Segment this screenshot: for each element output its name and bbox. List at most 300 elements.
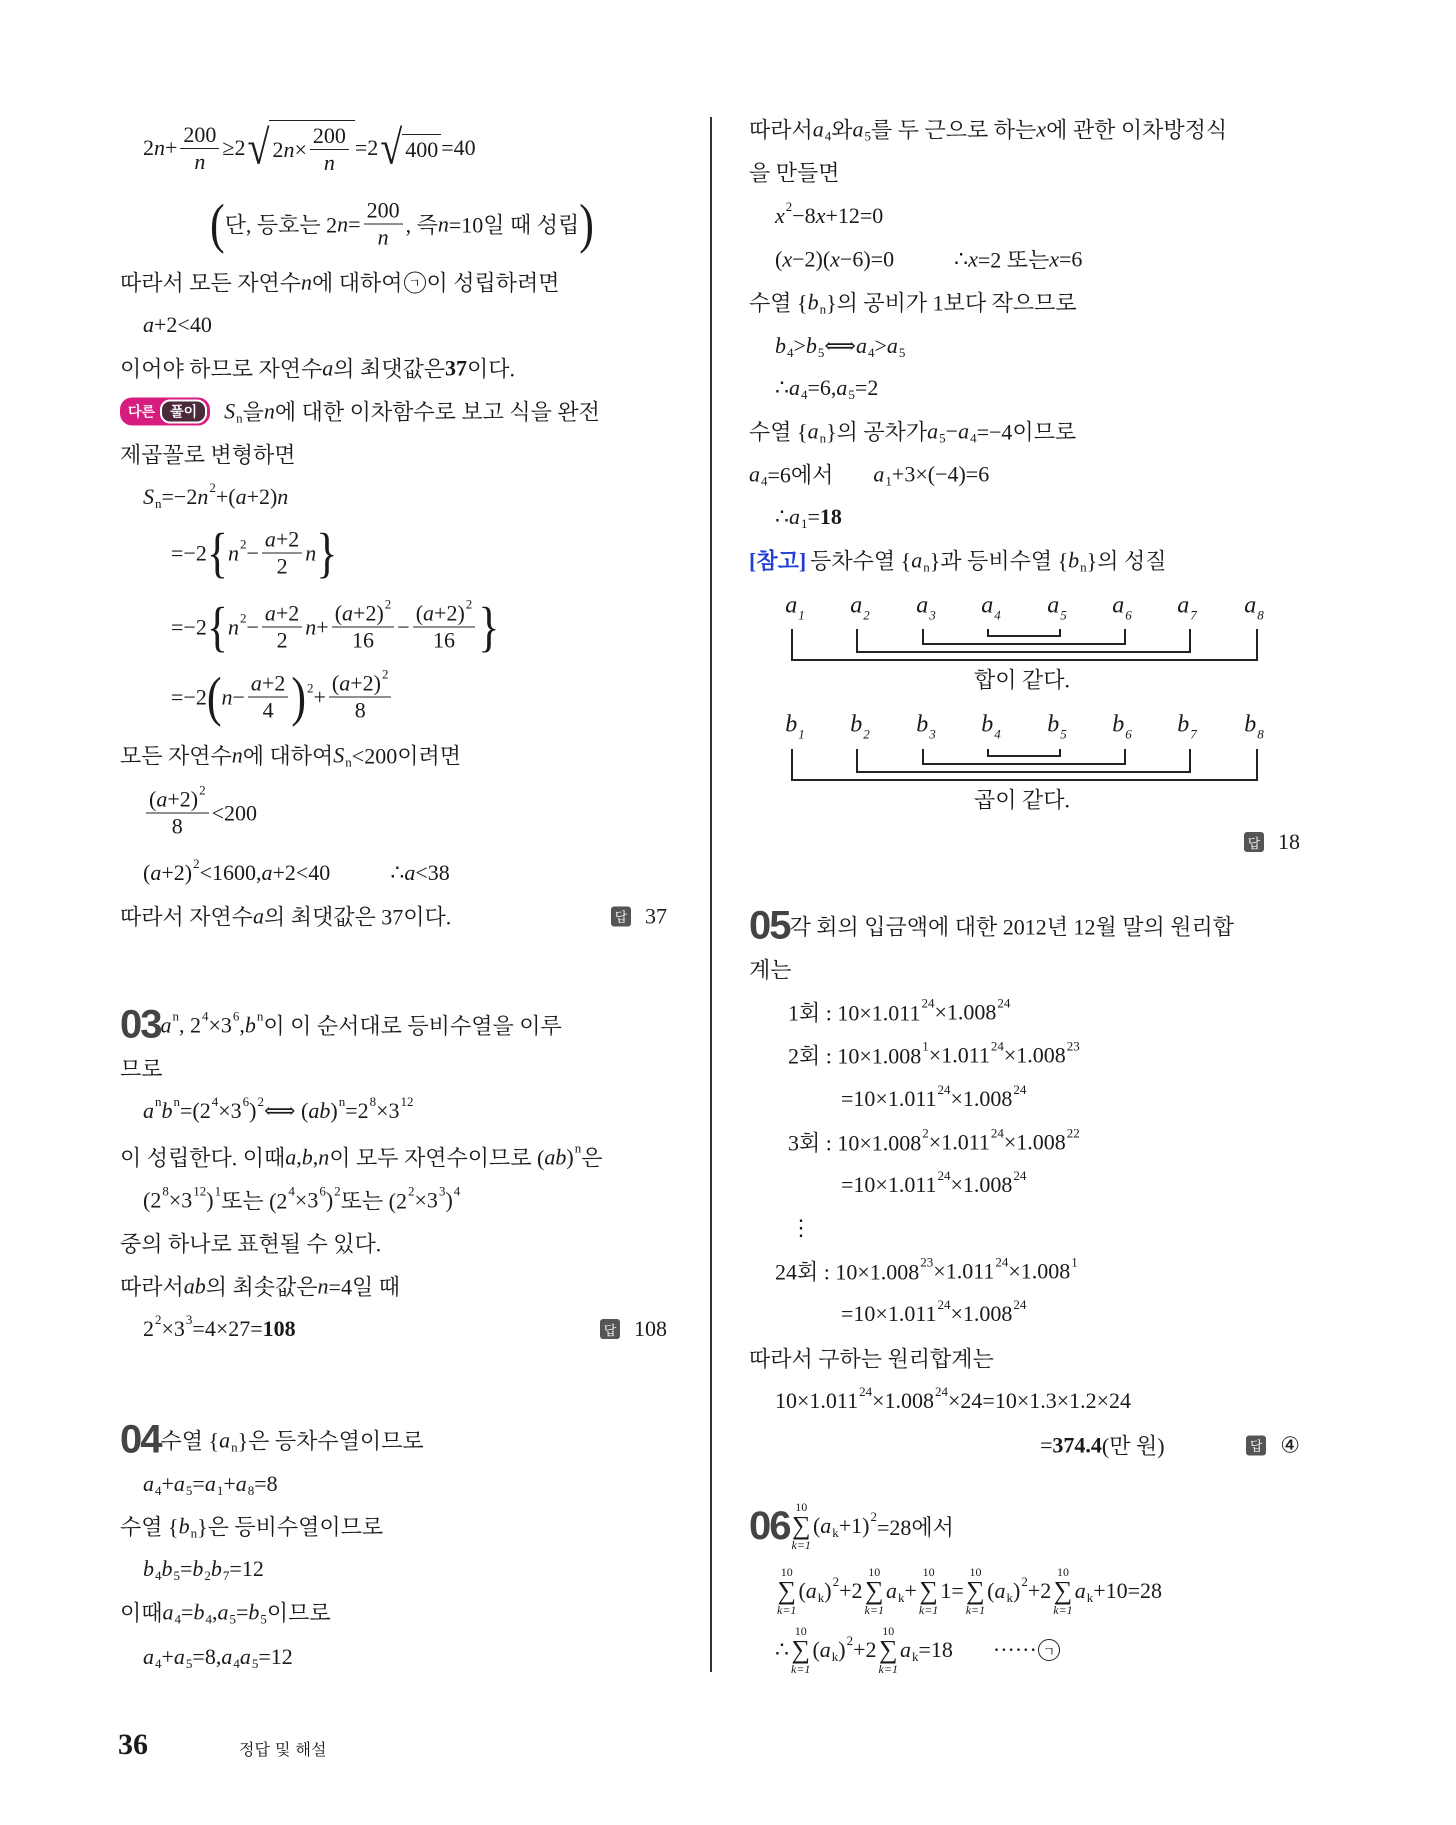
text: 등차수열 { <box>810 548 912 574</box>
text: ×1.008 <box>872 1388 935 1413</box>
text: +12=0 <box>825 203 884 228</box>
text: ×1.008 <box>950 1086 1013 1111</box>
subscript: k <box>911 1649 919 1664</box>
text: <200이려면 <box>351 743 461 769</box>
text: − <box>246 540 259 565</box>
text: 은 <box>581 1145 603 1171</box>
sigma-icon <box>919 1578 938 1604</box>
subscript: 5 <box>173 1568 180 1583</box>
sum-lower-limit: k=1 <box>1053 1603 1073 1617</box>
math-variable: a <box>886 333 898 358</box>
text: =10×1.011 <box>841 1086 937 1111</box>
summation <box>966 1566 985 1616</box>
text: 18 <box>1278 829 1300 854</box>
term-variable: a <box>785 592 798 619</box>
square-root <box>248 120 355 176</box>
math-variable: b <box>143 1556 154 1581</box>
text-line <box>749 954 1300 985</box>
text: 에 대한 이차함수로 보고 식을 완전 <box>274 399 600 425</box>
text: ∴ <box>775 1637 789 1662</box>
superscript: 4 <box>453 1183 461 1198</box>
text: − <box>397 614 410 639</box>
text: ×24=10×1.3×1.2×24 <box>948 1388 1132 1413</box>
text: × <box>294 136 307 162</box>
text: √ 2 <box>272 136 284 162</box>
superscript: 2 <box>334 1183 341 1198</box>
sum-upper-limit: 10 <box>868 1565 881 1579</box>
math-variable: b <box>161 1098 173 1123</box>
math-variable: n <box>221 684 233 709</box>
term-variable: b <box>1177 711 1190 738</box>
fraction <box>329 666 392 724</box>
text: +2) <box>161 860 193 885</box>
answer <box>611 903 667 929</box>
math-variable: a <box>253 903 265 928</box>
text-line <box>749 545 1300 576</box>
pair-bracket <box>857 629 1190 652</box>
math-variable: n <box>283 136 295 162</box>
math-variable: a <box>836 375 848 400</box>
subscript: k <box>1006 1590 1013 1605</box>
text: =12 <box>258 1644 293 1669</box>
denominator <box>191 149 208 175</box>
text: , <box>239 1012 245 1037</box>
text: ⟺ ( <box>263 1098 309 1123</box>
term-index: 2 <box>863 607 870 623</box>
math-variable: n <box>318 1144 330 1169</box>
math-variable: S <box>143 484 154 509</box>
text: +2) <box>167 786 199 812</box>
text: +2 <box>261 670 286 696</box>
sum-lower-limit: k=1 <box>918 1603 939 1617</box>
term-variable: a <box>1244 592 1257 619</box>
term-index: 7 <box>1190 607 1197 623</box>
text: =8 <box>254 1471 278 1496</box>
superscript: 2 <box>306 680 314 695</box>
text: − <box>232 684 245 709</box>
reference-label: [참고] <box>749 548 807 574</box>
text-line <box>120 1142 667 1173</box>
text: 따라서 <box>749 117 813 143</box>
text: ∴ <box>954 246 969 271</box>
text: , 즉 <box>405 212 438 238</box>
subscript: 4 <box>867 345 875 360</box>
term-index: 3 <box>929 607 936 623</box>
term-variable: b <box>850 711 863 738</box>
numerator <box>329 666 392 698</box>
answer <box>1246 1432 1300 1458</box>
text: ×1.011 <box>928 1042 990 1067</box>
denominator <box>274 554 291 580</box>
text: √ 400 <box>405 136 439 162</box>
text-line <box>775 333 1300 359</box>
answer <box>1244 829 1300 855</box>
math-variable: a <box>820 1513 832 1538</box>
text: ( <box>798 1578 806 1603</box>
text: ×1.008 <box>950 1172 1013 1197</box>
superscript: 8 <box>369 1094 377 1109</box>
denominator <box>260 698 277 724</box>
text: +2) <box>350 670 381 696</box>
superscript: 6 <box>242 1094 250 1109</box>
math-variable: ab <box>544 1144 567 1169</box>
text-line <box>775 199 1300 229</box>
superscript: 2 <box>199 782 206 798</box>
text-line <box>120 267 667 298</box>
superscript: 24 <box>990 1038 1004 1053</box>
superscript: 24 <box>997 995 1011 1010</box>
text: , <box>312 1144 319 1169</box>
text: 이다. <box>467 356 516 382</box>
text: 1회 : 10×1.011 <box>788 1000 921 1026</box>
text: 따라서 구하는 원리합계는 <box>749 1346 994 1372</box>
superscript: 2 <box>381 666 389 682</box>
math-variable: a <box>264 526 276 552</box>
text-line <box>775 1625 1300 1675</box>
math-variable: a <box>143 1471 154 1496</box>
text: 각 회의 입금액에 대한 2012년 12월 말의 원리합 <box>789 914 1235 940</box>
pair-bracket <box>792 749 1257 780</box>
superscript: 2 <box>408 1183 415 1198</box>
text: 수열 { <box>749 290 808 316</box>
large-bracket: } <box>478 595 500 657</box>
superscript: n <box>173 1094 180 1109</box>
numerator <box>146 782 209 814</box>
text: > <box>793 333 806 358</box>
text: 에 대하여 <box>242 743 334 769</box>
text: +3×(−4)=6 <box>891 461 990 486</box>
superscript: 2 <box>832 1574 840 1589</box>
text-line <box>1040 1430 1300 1461</box>
text-line <box>841 1297 1300 1327</box>
text-line <box>120 396 667 427</box>
subscript: 4 <box>233 1656 240 1671</box>
term-variable: b <box>1244 711 1257 738</box>
text-line <box>171 665 667 727</box>
denominator <box>430 628 458 654</box>
text: = <box>181 1599 194 1624</box>
text: = <box>235 1599 249 1624</box>
text: }의 공차가 <box>826 419 928 445</box>
subscript: n <box>190 1525 198 1540</box>
numerator <box>310 123 349 150</box>
sum-lower-limit: k=1 <box>965 1603 986 1617</box>
numerator <box>413 596 476 628</box>
denominator <box>274 628 291 654</box>
numerator <box>364 198 403 225</box>
diagram-caption: 곱이 같다. <box>973 787 1071 813</box>
math-variable: a <box>789 504 800 529</box>
text: + <box>223 1471 236 1496</box>
superscript: 8 <box>162 1183 169 1198</box>
bold-value: 18 <box>819 504 842 529</box>
term-index: 4 <box>994 726 1001 742</box>
fraction <box>310 123 349 176</box>
text: +2 <box>1027 1578 1052 1603</box>
superscript: 2 <box>155 1312 162 1327</box>
superscript: 1 <box>214 1183 222 1198</box>
subscript: 4 <box>787 345 794 360</box>
page-number: 36 <box>118 1728 148 1761</box>
text: +2 <box>275 600 300 626</box>
math-variable: a <box>160 1012 172 1037</box>
text-line <box>749 114 1300 145</box>
superscript: 24 <box>995 1254 1009 1269</box>
text: 2 <box>143 1316 154 1341</box>
text: ) <box>824 1578 832 1603</box>
sum-upper-limit: 10 <box>794 1624 807 1638</box>
text: 16 <box>432 627 455 653</box>
math-variable: x <box>775 203 785 228</box>
text: 수열 { <box>749 419 808 445</box>
text: −2)( <box>792 246 831 271</box>
text: +10=28 <box>1093 1578 1163 1603</box>
subscript: k <box>897 1590 905 1605</box>
radicand <box>269 120 354 176</box>
text: }은 등비수열이므로 <box>197 1514 384 1540</box>
square-root <box>380 128 441 168</box>
text: ⋮ <box>790 1215 812 1240</box>
term-index: 3 <box>929 726 936 742</box>
term-variable: b <box>981 711 994 738</box>
math-variable: n <box>277 484 289 509</box>
superscript: 24 <box>937 1297 951 1312</box>
sequence-term-label <box>981 711 1001 742</box>
term-variable: b <box>1112 711 1125 738</box>
superscript: 4 <box>211 1094 219 1109</box>
math-variable: a <box>162 1599 174 1624</box>
math-variable: n <box>231 742 243 767</box>
text: (2 <box>143 1187 162 1212</box>
text-line <box>788 1040 1300 1071</box>
text: ×3 <box>168 1187 193 1212</box>
math-variable: n <box>263 398 275 423</box>
math-variable: n <box>437 211 449 236</box>
sum-upper-limit: 10 <box>969 1565 982 1579</box>
subscript: n <box>819 430 827 445</box>
math-variable: a <box>812 116 824 141</box>
math-variable: a <box>342 600 354 626</box>
term-variable: b <box>785 711 798 738</box>
text: 이 모두 자연수이므로 ( <box>329 1145 545 1171</box>
text: 8 <box>171 813 183 839</box>
superscript: 24 <box>937 1168 951 1183</box>
superscript: 2 <box>193 856 200 871</box>
problem-number: 05 <box>749 903 790 948</box>
text: 중의 하나로 표현될 수 있다. <box>120 1231 382 1257</box>
text-line <box>143 1644 667 1670</box>
math-variable: b <box>161 1556 173 1581</box>
math-variable: a <box>1074 1578 1086 1603</box>
sequence-term-label <box>785 711 805 742</box>
math-variable: a <box>339 670 351 696</box>
text: ······ <box>992 1637 1037 1662</box>
text: ) <box>838 1637 846 1662</box>
text: + <box>313 684 326 709</box>
math-variable: n <box>227 614 239 639</box>
math-variable: a <box>855 333 867 358</box>
text: 를 두 근으로 하는 <box>871 117 1037 143</box>
text-line <box>120 1418 667 1463</box>
term-index: 5 <box>1060 607 1067 623</box>
superscript: 1 <box>1071 1254 1078 1269</box>
text: =6, <box>807 375 837 400</box>
math-variable: b <box>807 289 819 314</box>
text: =−4이므로 <box>976 419 1077 445</box>
math-variable: n <box>305 614 317 639</box>
text: <38 <box>415 860 450 885</box>
numerator <box>262 601 302 628</box>
sequence-term-label <box>916 592 936 623</box>
text: +2) <box>246 484 278 509</box>
text-line <box>120 1597 667 1628</box>
math-variable: a <box>994 1578 1006 1603</box>
summation <box>919 1566 938 1616</box>
sequence-term-label <box>1177 592 1197 623</box>
superscript: 24 <box>1013 1297 1027 1312</box>
text: ×1.008 <box>934 999 997 1024</box>
sequence-term-label <box>1112 711 1132 742</box>
subscript: n <box>819 301 827 316</box>
answer-badge-icon: 답 <box>1246 1435 1266 1455</box>
text: }의 성질 <box>1086 548 1167 574</box>
text: ) <box>330 1098 338 1123</box>
math-variable: b <box>775 333 786 358</box>
text-line <box>120 901 667 932</box>
sum-lower-limit: k=1 <box>791 1662 811 1676</box>
summation <box>792 1501 811 1551</box>
subscript: 5 <box>251 1656 259 1671</box>
sum-lower-limit: k=1 <box>777 1603 797 1617</box>
text-line <box>775 504 1300 530</box>
math-variable: b <box>193 1599 205 1624</box>
tag-label: 풀이 <box>160 399 207 423</box>
superscript: n <box>338 1094 346 1109</box>
text-line <box>143 1312 667 1342</box>
math-variable: x <box>782 246 793 271</box>
superscript: 12 <box>193 1183 207 1198</box>
problem-number: 04 <box>120 1417 161 1462</box>
text: ×1.008 <box>1003 1129 1066 1154</box>
text: ④ <box>1280 1432 1300 1457</box>
denominator <box>349 628 377 654</box>
text-line <box>210 192 667 254</box>
term-index: 6 <box>1125 726 1132 742</box>
math-variable: x <box>968 246 978 271</box>
text: = <box>348 211 361 236</box>
text-line <box>171 521 667 583</box>
subscript: n <box>231 1439 238 1454</box>
math-variable: a <box>807 418 819 443</box>
math-variable: a <box>423 600 435 626</box>
superscript: 2 <box>465 596 473 612</box>
text: ( <box>775 246 783 271</box>
math-variable: a <box>156 786 168 812</box>
text: 와 <box>831 117 853 143</box>
bold-value: 108 <box>262 1316 296 1341</box>
text: ×1.008 <box>1003 1042 1066 1067</box>
sigma-icon <box>879 1637 898 1663</box>
text: =2 <box>354 135 379 160</box>
text: =10일 때 성립 <box>448 212 580 238</box>
text: = <box>807 504 820 529</box>
text-line <box>749 157 1300 188</box>
sigma-icon <box>966 1578 985 1604</box>
text: 2 <box>276 627 288 653</box>
math-variable: a <box>217 1599 229 1624</box>
text: = <box>192 1471 205 1496</box>
text-line <box>120 1511 667 1542</box>
text: ( <box>149 786 157 812</box>
text: −8 <box>792 203 816 228</box>
text: 200 <box>183 121 217 147</box>
numerator <box>180 122 219 149</box>
text: 의 최댓값은 <box>333 356 446 382</box>
text: 이때 <box>120 1600 163 1626</box>
alternative-solution-tag <box>120 397 210 425</box>
text: 제곱꼴로 변형하면 <box>120 442 296 468</box>
text-line <box>143 1471 667 1497</box>
superscript: 2 <box>239 536 247 551</box>
superscript: 23 <box>1066 1038 1080 1053</box>
text: =8, <box>192 1644 222 1669</box>
text-line <box>841 1168 1300 1198</box>
subscript: 4 <box>761 473 768 488</box>
subscript: 5 <box>817 345 825 360</box>
fraction <box>146 782 209 840</box>
sum-lower-limit: k=1 <box>878 1662 898 1676</box>
text: ∴ <box>390 860 405 885</box>
text: 2 <box>276 553 288 579</box>
subscript: 4 <box>970 430 977 445</box>
math-variable: a <box>927 418 939 443</box>
text-line <box>120 740 667 771</box>
math-variable: S <box>333 742 345 767</box>
subscript: 2 <box>204 1568 211 1583</box>
fraction <box>332 596 395 654</box>
text: 을 <box>242 399 264 425</box>
text: ( <box>331 670 340 696</box>
math-variable: ab <box>308 1098 331 1123</box>
superscript: 24 <box>921 995 935 1010</box>
text: 2회 : 10×1.008 <box>788 1043 922 1069</box>
text-line <box>749 1343 1300 1374</box>
text-line <box>790 1215 1300 1241</box>
subscript: 4 <box>155 1656 162 1671</box>
large-bracket: } <box>316 521 338 583</box>
tag-label: 다른 <box>128 404 156 420</box>
text: 16 <box>352 627 374 653</box>
math-variable: a <box>173 1644 185 1669</box>
math-variable: n <box>227 540 239 565</box>
sequence-term-label <box>981 592 1001 623</box>
math-variable: a <box>221 1644 233 1669</box>
text-line <box>788 997 1300 1028</box>
math-variable: a <box>404 860 416 885</box>
text: − <box>246 614 259 639</box>
text: +2) <box>353 600 384 626</box>
text-line <box>749 459 1300 490</box>
superscript: 24 <box>935 1384 949 1399</box>
summation <box>865 1566 884 1616</box>
text: =28에서 <box>877 1514 954 1540</box>
text: 에 대하여 <box>312 270 403 296</box>
text: =−2 <box>171 540 207 565</box>
superscript: 2 <box>846 1633 854 1648</box>
subscript: 1 <box>801 516 808 531</box>
sigma-icon <box>1054 1578 1073 1604</box>
text-line <box>143 782 667 840</box>
